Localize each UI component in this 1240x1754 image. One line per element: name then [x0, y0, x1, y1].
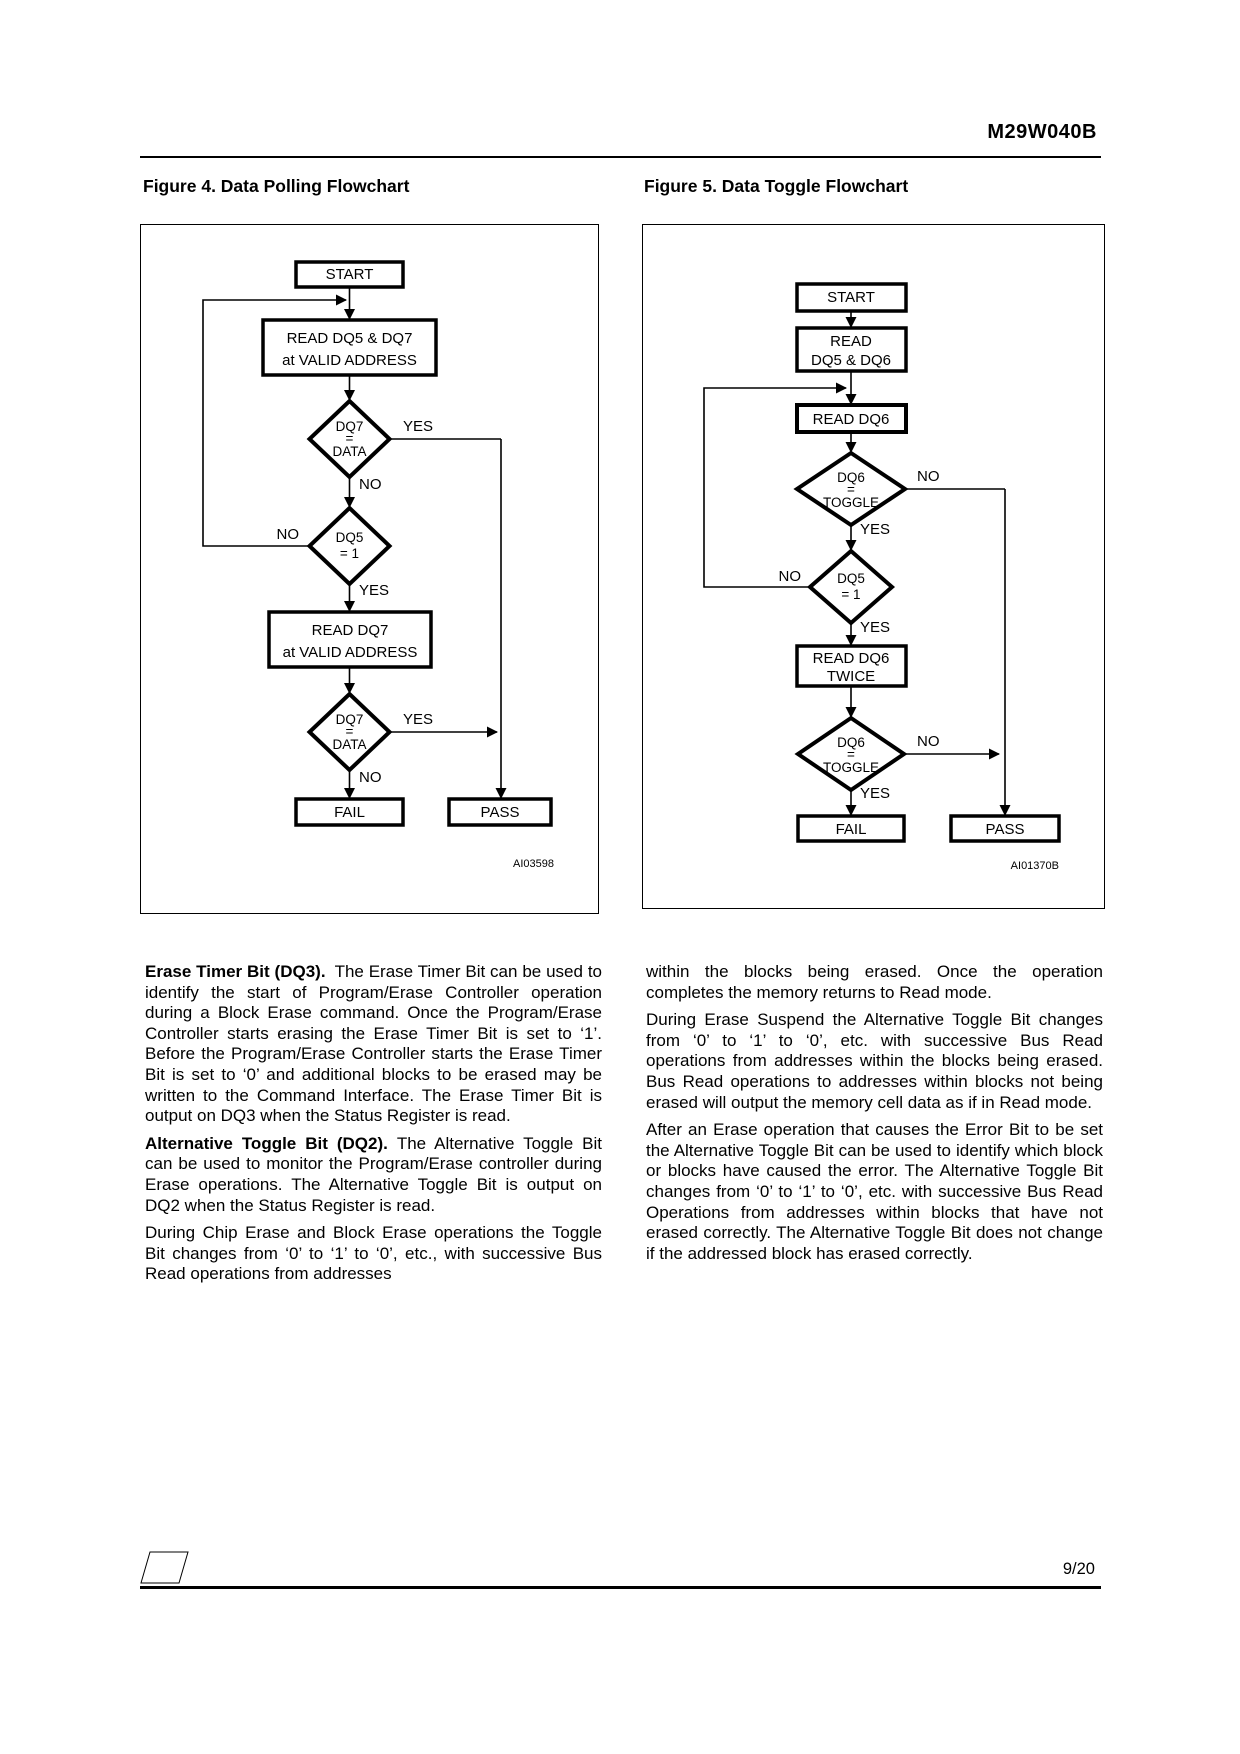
f5-d1-line1: DQ6	[837, 470, 865, 485]
f4-d3-line2: =	[345, 724, 354, 739]
f5-d3-no-label: NO	[917, 733, 940, 750]
header-rule	[140, 156, 1101, 158]
paragraph-text: The Erase Timer Bit can be used to identify the start of Program/Erase Controller operation during a Block Erase command. Once the Program/Erase Controller starts erasing the Erase Timer Bit is set to ‘1’. Before the Program/Erase Controller starts the Erase Timer Bit is set to ‘0’ and additional blocks to be erased may be written to the Command Interface. The Erase Timer Bit is output on DQ3 when the Status Register is read.	[145, 962, 602, 1126]
f4-read2-line1: READ DQ7	[311, 622, 389, 639]
figure4-flowchart	[141, 225, 598, 913]
body-column-left	[145, 962, 602, 1292]
f5-d3-line2: =	[847, 747, 855, 762]
f5-d1-line3: TOGGLE	[822, 495, 880, 510]
f4-d3-yes-label: YES	[403, 711, 434, 728]
f4-d1-line3: DATA	[332, 444, 367, 459]
f5-decision-dq5	[810, 551, 892, 623]
doc-number: M29W040B	[987, 121, 1097, 143]
f4-d1-line2: =	[345, 431, 354, 446]
paragraph-alternative-toggle-bit	[145, 1134, 602, 1216]
f4-d1-line1: DQ7	[335, 419, 364, 434]
f5-node-pass	[951, 816, 1059, 841]
section-heading-dq3: Erase Timer Bit (DQ3).	[145, 962, 326, 981]
paragraph-text: within the blocks being erased. Once the operation completes the memory returns to Read mode.	[646, 962, 1103, 1002]
f4-node-fail	[296, 799, 403, 825]
f5-node-read3	[797, 646, 906, 686]
paragraph-chip-erase	[145, 1223, 602, 1285]
f5-d1-yes-label: YES	[860, 521, 891, 538]
f5-read3-line1: READ DQ6	[812, 650, 890, 667]
f4-d2-line2: = 1	[339, 546, 360, 561]
page-number: 9/20	[1062, 1560, 1095, 1578]
f5-d2-no-label: NO	[778, 568, 801, 585]
f4-d2-line1: DQ5	[335, 530, 364, 545]
f5-read1-line1: READ	[830, 333, 872, 350]
f5-decision-toggle-1	[797, 453, 905, 525]
f4-decision-dq7-data-2	[310, 694, 390, 770]
f4-d3-line3: DATA	[332, 737, 367, 752]
f4-d1-no-label: NO	[359, 476, 382, 493]
paragraph-erase-suspend	[646, 1010, 1103, 1113]
f5-d3-line1: DQ6	[837, 735, 865, 750]
f4-node-read1	[263, 320, 436, 375]
f5-d1-no-label: NO	[917, 468, 940, 485]
f5-node-fail	[798, 816, 904, 841]
f4-d2-yes-label: YES	[359, 582, 390, 599]
st-logo-text: ST	[146, 1559, 178, 1581]
paragraph-text: The Alternative Toggle Bit can be used to monitor the Program/Erase controller during Erase operations. The Alternative Toggle Bit is output on DQ2 when the Status Register is read.	[145, 1133, 602, 1215]
figure5-title: Figure 5. Data Toggle Flowchart	[644, 176, 909, 196]
f5-d2-yes-label: YES	[860, 619, 891, 636]
f5-image-id: AI01370B	[1010, 860, 1059, 872]
f5-read2-label: READ DQ6	[812, 411, 890, 428]
st-logo-icon	[140, 1550, 190, 1591]
figure5-frame	[642, 224, 1105, 909]
body-column-right	[646, 962, 1103, 1271]
f5-read1-line2: DQ5 & DQ6	[810, 352, 892, 369]
f4-d3-no-label: NO	[359, 769, 382, 786]
f5-d3-yes-label: YES	[860, 785, 891, 802]
f4-pass-label: PASS	[480, 804, 520, 821]
figure5-flowchart	[643, 225, 1104, 908]
f4-read2-line2: at VALID ADDRESS	[282, 644, 418, 661]
f5-node-read2	[797, 405, 906, 432]
f4-image-id: AI03598	[513, 858, 554, 870]
f4-node-pass	[449, 799, 551, 825]
f5-d2-line1: DQ5	[837, 571, 865, 586]
f4-node-read2	[269, 612, 431, 667]
figure4-frame	[140, 224, 599, 914]
f5-d1-line2: =	[847, 482, 855, 497]
f5-start-label: START	[827, 289, 875, 306]
f5-d2-line2: = 1	[841, 587, 861, 602]
paragraph-erase-timer-bit	[145, 962, 602, 1127]
f5-pass-label: PASS	[985, 821, 1025, 838]
f4-d2-no-label: NO	[276, 526, 299, 543]
f4-decision-dq7-data-1	[310, 401, 390, 477]
f4-node-start	[296, 262, 403, 287]
f5-node-start	[797, 284, 906, 311]
f5-read3-line2: TWICE	[826, 668, 876, 685]
f4-d1-yes-label: YES	[403, 418, 434, 435]
f4-start-label: START	[325, 266, 374, 283]
f4-decision-dq5	[310, 508, 390, 584]
f4-read1-line1: READ DQ5 & DQ7	[286, 330, 413, 347]
f5-d3-line3: TOGGLE	[822, 760, 880, 775]
paragraph-text: During Erase Suspend the Alternative Toggle Bit changes from ‘0’ to ‘1’ to ‘0’, etc. with successive Bus Read operations from addresses within the blocks being erased. Bus Read operations to addresses within blocks not being erased will output the memory cell data as if in Read mode.	[646, 1010, 1103, 1112]
paragraph-after-erase	[646, 1120, 1103, 1264]
paragraph-blocks-erased	[646, 962, 1103, 1003]
f5-node-read1	[797, 328, 906, 371]
f5-fail-label: FAIL	[835, 821, 867, 838]
figure4-title: Figure 4. Data Polling Flowchart	[143, 176, 410, 196]
paragraph-text: During Chip Erase and Block Erase operations the Toggle Bit changes from ‘0’ to ‘1’ to ‘0’, etc., with successive Bus Read operations from addresses	[145, 1223, 602, 1284]
f4-d3-line1: DQ7	[335, 712, 364, 727]
footer-rule	[140, 1586, 1101, 1589]
paragraph-text: After an Erase operation that causes the Error Bit to be set the Alternative Toggle Bit can be used to identify which block or blocks have caused the error. The Alternative Toggle Bit changes from ‘0’ to ‘1’ to ‘0’, etc. with successive Bus Read Operations from addresses within blocks that have not erased correctly. The Alternative Toggle Bit does not change if the addressed block has erased correctly.	[646, 1120, 1103, 1263]
f4-fail-label: FAIL	[334, 804, 365, 821]
f5-decision-toggle-2	[798, 718, 904, 790]
f4-read1-line2: at VALID ADDRESS	[282, 352, 417, 369]
section-heading-dq2: Alternative Toggle Bit (DQ2).	[145, 1133, 388, 1153]
